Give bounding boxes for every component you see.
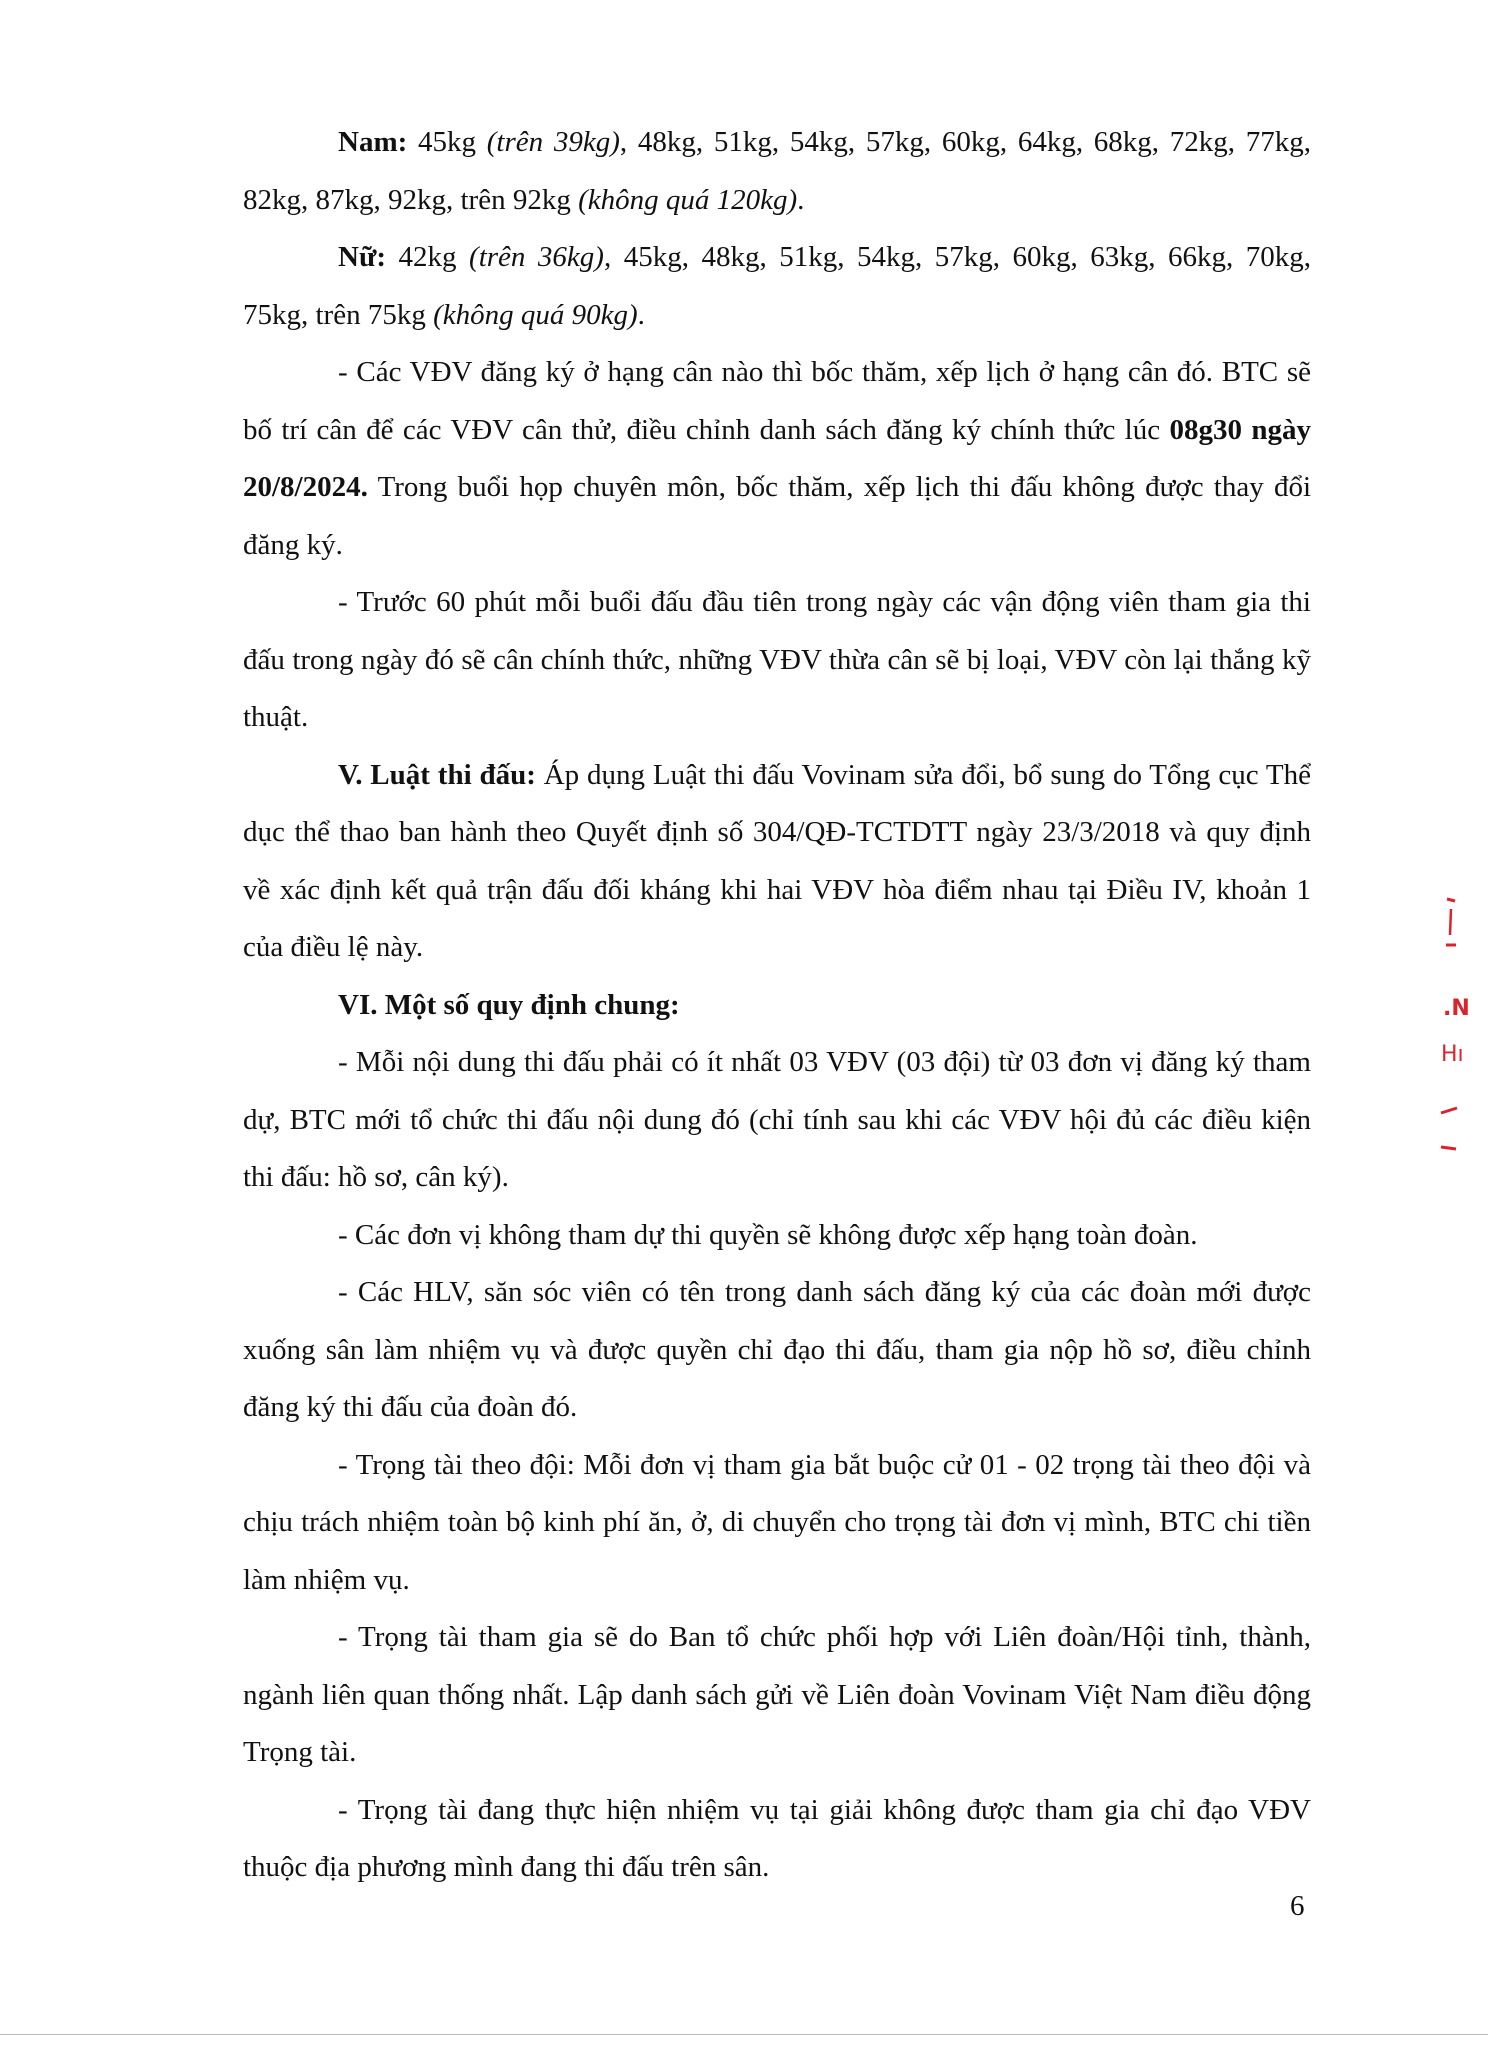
weight-classes-male [243,114,1311,229]
document-body [243,114,1311,1897]
section-v-heading: V. Luật thi đấu: [338,758,536,791]
rule-item: - Trọng tài đang thực hiện nhiệm vụ tại giải không được tham gia chỉ đạo VĐV thuộc địa phương mình đang thi đấu trên sân. [243,1793,1311,1883]
male-class-first-note: (trên 39kg) [486,126,620,158]
rule-item: - Mỗi nội dung thi đấu phải có ít nhất 03 VĐV (03 đội) từ 03 đơn vị đăng ký tham dự, BTC mới tổ chức thi đấu nội dung đó (chỉ tính sau khi các VĐV hội đủ các điều kiện thi đấu: hồ sơ, cân ký). [243,1046,1311,1193]
female-class-first: 42kg [398,241,470,273]
female-class-first-note: (trên 36kg) [469,241,604,273]
male-label: Nam: [338,126,408,158]
female-end: . [637,298,645,331]
section-v-text: Áp dụng Luật thi đấu Vovinam sửa đổi, bổ sung do Tổng cục Thể dục thể thao ban hành theo Quyết định số 304/QĐ-TCTDTT ngày 23/3/2018 và quy định về xác định kết quả trận đấu đối kháng khi hai VĐV hòa điểm nhau tại Điều IV, khoản 1 của điều lệ này. [243,758,1311,963]
female-class-last-note: (không quá 90kg) [433,298,638,331]
female-label: Nữ: [338,241,387,273]
male-class-last-note: (không quá 120kg) [578,183,798,216]
male-end: . [797,183,805,216]
rule-item: - Các HLV, săn sóc viên có tên trong danh sách đăng ký của các đoàn mới được xuống sân làm nhiệm vụ và được quyền chỉ đạo thi đấu, tham gia nộp hồ sơ, điều chỉnh đăng ký thi đấu của đoàn đó. [243,1276,1311,1423]
male-class-first: 45kg [418,126,487,158]
rule-item: - Trọng tài tham gia sẽ do Ban tổ chức phối hợp với Liên đoàn/Hội tỉnh, thành, ngành liên quan thống nhất. Lập danh sách gửi về Liên đoàn Vovinam Việt Nam điều động Trọng tài. [243,1621,1311,1768]
rule-item: - Trọng tài theo đội: Mỗi đơn vị tham gia bắt buộc cử 01 - 02 trọng tài theo đội và chịu trách nhiệm toàn bộ kinh phí ăn, ở, di chuyển cho trọng tài đơn vị mình, BTC chi tiền làm nhiệm vụ. [243,1448,1311,1596]
weighin-paragraph-1 [243,344,1311,574]
section-v [243,747,1311,977]
weighin-text-a: - Các VĐV đăng ký ở hạng cân nào thì bốc thăm, xếp lịch ở hạng cân đó. BTC sẽ bố trí cân để các VĐV cân thử, điều chỉnh danh sách đăng ký chính thức lúc [243,356,1311,446]
page-number: 6 [1290,1890,1305,1922]
male-classes: , 48kg, 51kg, 54kg, 57kg, 60kg, 64kg, 68kg, 72kg, 77kg, 82kg, 87kg, 92kg, trên 92kg [243,126,1312,216]
stamp-dash-1 [1447,899,1455,901]
weighin-text-b: Trong buổi họp chuyên môn, bốc thăm, xếp lịch thi đấu không được thay đổi đăng ký. [243,471,1311,561]
scan-edge-line [0,2034,1488,2035]
stamp-glyph-n: .N [1443,996,1470,1021]
stamp-dash-4 [1441,1147,1456,1149]
female-classes: , 45kg, 48kg, 51kg, 54kg, 57kg, 60kg, 63kg, 66kg, 70kg, 75kg, trên 75kg [243,241,1312,331]
stamp-dash-3 [1441,1108,1457,1113]
stamp-fragment-marks [1435,895,1475,1175]
weight-classes-female [243,229,1311,344]
weighin-paragraph-2: - Trước 60 phút mỗi buổi đấu đầu tiên trong ngày các vận động viên tham gia thi đấu trong ngày đó sẽ cân chính thức, những VĐV thừa cân sẽ bị loại, VĐV còn lại thắng kỹ thuật. [243,586,1311,733]
stamp-stroke-1 [1450,909,1451,935]
stamp-glyph-h: Hı [1441,1042,1464,1067]
weighin-date: 08g30 ngày 20/8/2024. [243,413,1311,503]
rule-item: - Các đơn vị không tham dự thi quyền sẽ không được xếp hạng toàn đoàn. [338,1218,1198,1251]
section-vi-heading: VI. Một số quy định chung: [338,988,680,1021]
